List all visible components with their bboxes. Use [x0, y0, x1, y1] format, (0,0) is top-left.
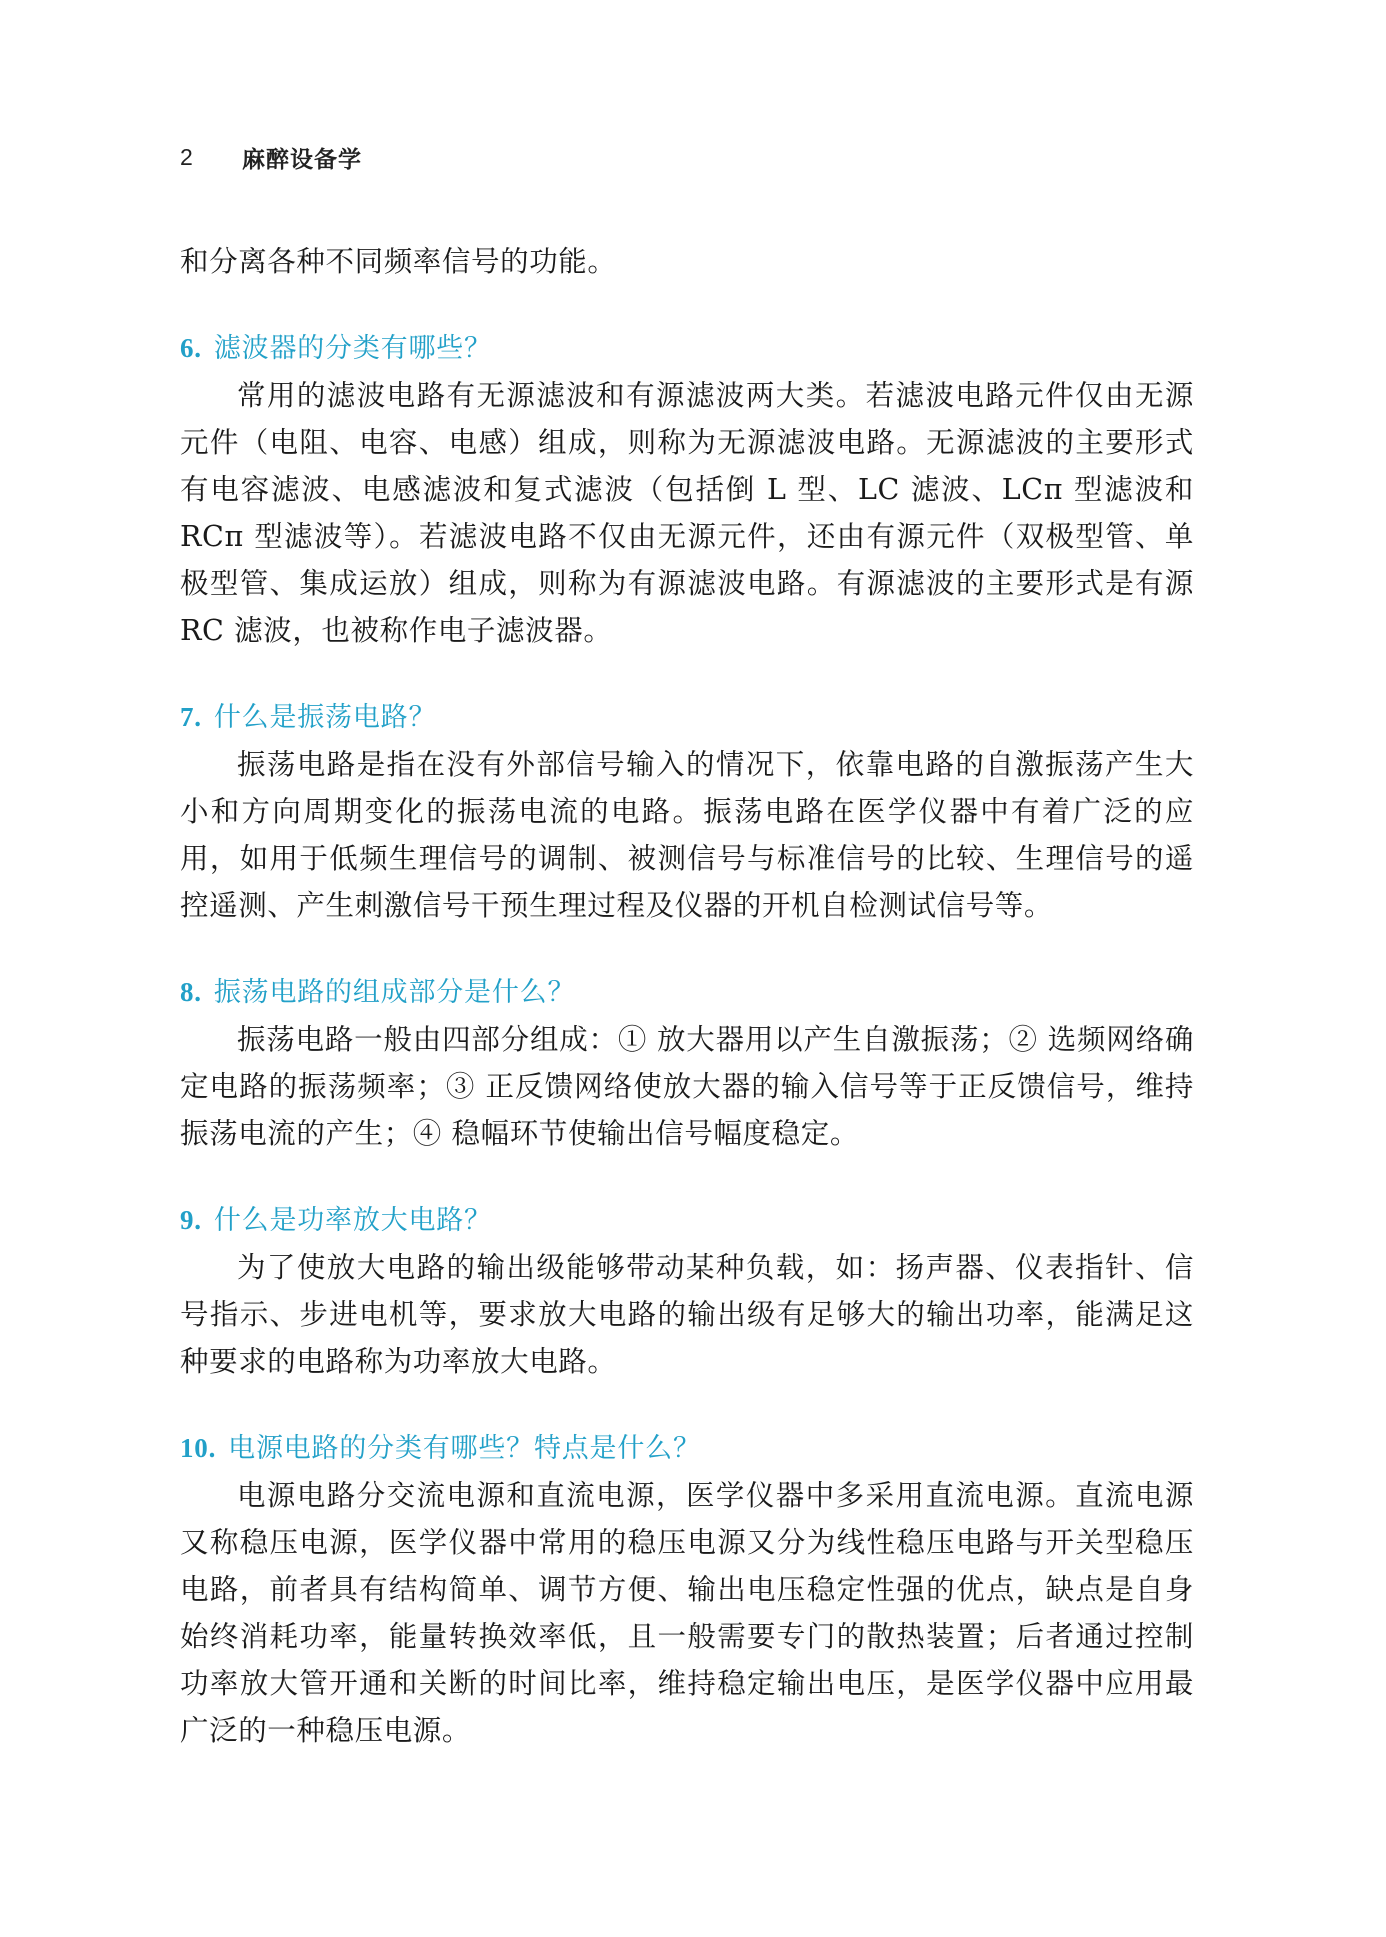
running-head: [180, 142, 362, 172]
continued-paragraph: 和分离各种不同频率信号的功能。: [180, 245, 617, 278]
answer-paragraph: 振荡电路一般由四部分组成：① 放大器用以产生自激振荡；② 选频网络确定电路的振荡频率；③ 正反馈网络使放大器的输入信号等于正反馈信号，维持振荡电流的产生；④ 稳幅环节使输出信号幅度稳定。: [180, 1023, 1194, 1150]
question-title: 振荡电路的组成部分是什么？: [213, 977, 576, 1008]
question-heading: [180, 969, 1194, 1016]
question-number: 7.: [180, 702, 202, 732]
question-title: 滤波器的分类有哪些？: [213, 333, 492, 364]
question-number: 10.: [180, 1433, 217, 1463]
question-heading: [180, 325, 1194, 372]
question-heading: [180, 694, 1194, 741]
page-number: 2: [180, 143, 193, 170]
question-title: 什么是功率放大电路？: [213, 1205, 492, 1236]
question-number: 6.: [180, 333, 202, 363]
answer-paragraph: 振荡电路是指在没有外部信号输入的情况下，依靠电路的自激振荡产生大小和方向周期变化的振荡电流的电路。振荡电路在医学仪器中有着广泛的应用，如用于低频生理信号的调制、被测信号与标准信号的比较、生理信号的遥控遥测、产生刺激信号干预生理过程及仪器的开机自检测试信号等。: [180, 748, 1194, 922]
question-section-10: [180, 1425, 1194, 1754]
page-content: [180, 238, 1194, 1754]
question-number: 9.: [180, 1205, 202, 1235]
question-heading: [180, 1197, 1194, 1244]
question-heading: [180, 1425, 1194, 1472]
answer-paragraph: 电源电路分交流电源和直流电源，医学仪器中多采用直流电源。直流电源又称稳压电源，医学仪器中常用的稳压电源又分为线性稳压电路与开关型稳压电路，前者具有结构简单、调节方便、输出电压稳定性强的优点，缺点是自身始终消耗功率，能量转换效率低，且一般需要专门的散热装置；后者通过控制功率放大管开通和关断的时间比率，维持稳定输出电压，是医学仪器中应用最广泛的一种稳压电源。: [180, 1479, 1194, 1747]
answer-paragraph: 常用的滤波电路有无源滤波和有源滤波两大类。若滤波电路元件仅由无源元件（电阻、电容、电感）组成，则称为无源滤波电路。无源滤波的主要形式有电容滤波、电感滤波和复式滤波（包括倒 L 型、LC 滤波、LCπ 型滤波和 RCπ 型滤波等）。若滤波电路不仅由无源元件，还由有源元件（双极型管、单极型管、集成运放）组成，则称为有源滤波电路。有源滤波的主要形式是有源 RC 滤波，也被称作电子滤波器。: [180, 379, 1194, 647]
answer-paragraph: 为了使放大电路的输出级能够带动某种负载，如：扬声器、仪表指针、信号指示、步进电机等，要求放大电路的输出级有足够大的输出功率，能满足这种要求的电路称为功率放大电路。: [180, 1251, 1194, 1378]
book-title: 麻醉设备学: [242, 146, 362, 173]
question-section-6: [180, 325, 1194, 654]
question-number: 8.: [180, 977, 202, 1007]
question-section-8: [180, 969, 1194, 1157]
question-section-7: [180, 694, 1194, 929]
question-title: 什么是振荡电路？: [213, 702, 437, 733]
question-title: 电源电路的分类有哪些？特点是什么？: [228, 1433, 701, 1464]
question-section-9: [180, 1197, 1194, 1385]
